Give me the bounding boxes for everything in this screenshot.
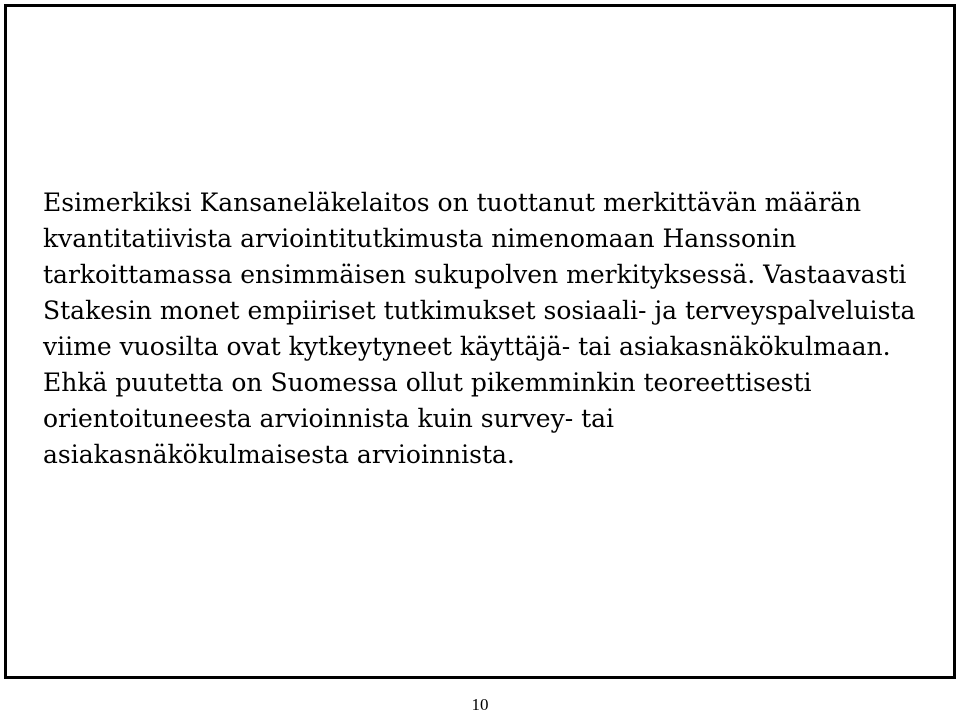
text-line: asiakasnäkökulmaisesta arvioinnista. (43, 440, 515, 469)
body-paragraph (43, 185, 923, 473)
text-line: tarkoittamassa ensimmäisen sukupolven merkityksessä. Vastaavasti (43, 260, 907, 289)
text-line: kvantitatiivista arviointitutkimusta nimenomaan Hanssonin (43, 224, 797, 253)
text-line: Esimerkiksi Kansaneläkelaitos on tuottanut merkittävän määrän (43, 188, 862, 217)
slide-frame (4, 4, 956, 679)
page-number: 10 (471, 695, 489, 714)
text-line: orientoituneesta arvioinnista kuin survey- tai (43, 404, 615, 433)
text-line: Ehkä puutetta on Suomessa ollut pikemminkin teoreettisesti (43, 368, 812, 397)
text-line: viime vuosilta ovat kytkeytyneet käyttäjä- tai asiakasnäkökulmaan. (43, 332, 891, 361)
text-line: Stakesin monet empiiriset tutkimukset sosiaali- ja terveyspalveluista (43, 296, 916, 325)
